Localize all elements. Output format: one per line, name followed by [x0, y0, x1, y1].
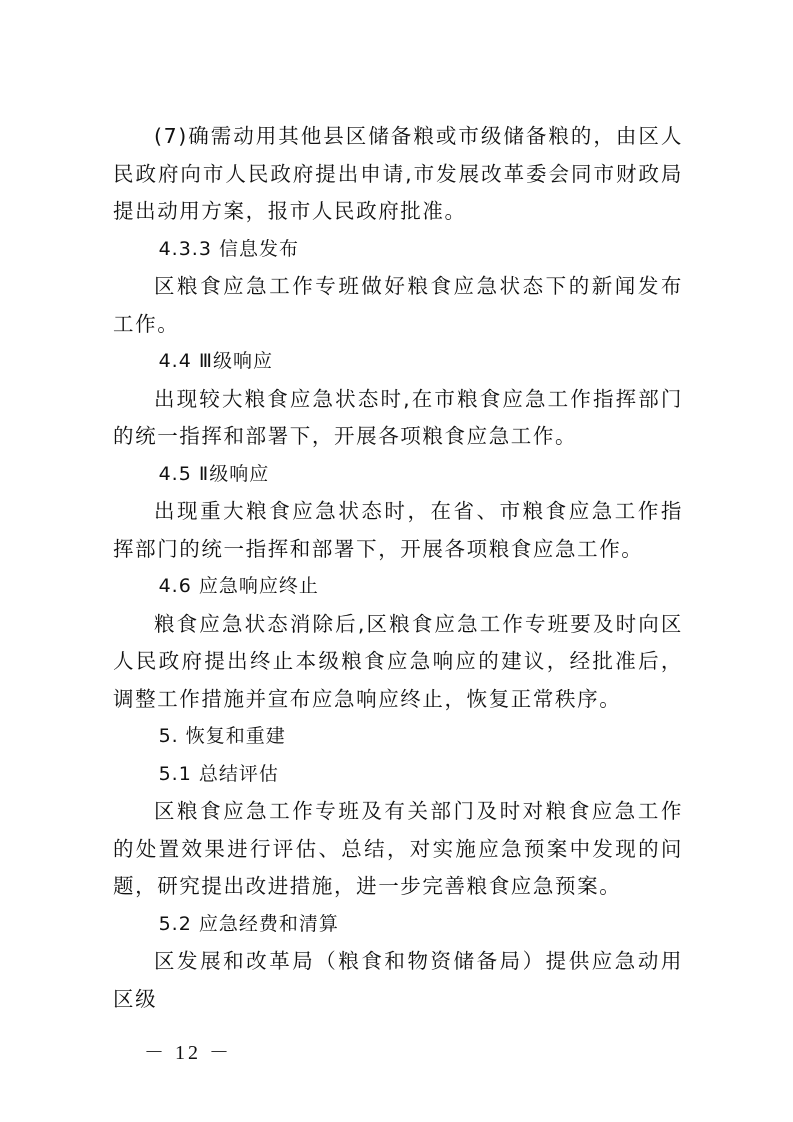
paragraph-funding: 区发展和改革局（粮食和物资储备局）提供应急动用区级 [113, 949, 683, 1011]
section-heading-4-5: 4.5 Ⅱ级响应 [158, 462, 270, 485]
section-heading-4-4: 4.4 Ⅲ级响应 [158, 350, 273, 372]
paragraph-level-2-response: 出现重大粮食应急状态时，在省、市粮食应急工作指挥部门的统一指挥和部署下，开展各项粮食应急工作。 [113, 499, 683, 561]
paragraph-evaluation: 区粮食应急工作专班及有关部门及时对粮食应急工作的处置效果进行评估、总结，对实施应急预案中发现的问题，研究提出改进措施，进一步完善粮食应急预案。 [113, 799, 683, 898]
page-number: － 12 － [144, 1042, 232, 1064]
paragraph-info-release: 区粮食应急工作专班做好粮食应急状态下的新闻发布工作。 [113, 274, 683, 336]
section-heading-5-1: 5.1 总结评估 [158, 762, 279, 785]
section-heading-5: 5. 恢复和重建 [158, 725, 286, 747]
paragraph-level-3-response: 出现较大粮食应急状态时,在市粮食应急工作指挥部门的统一指挥和部署下，开展各项粮食应急工作。 [113, 386, 683, 448]
paragraph-dispatch-reserve: (7)确需动用其他县区储备粮或市级储备粮的，由区人民政府向市人民政府提出申请,市发展改革委会同市财政局提出动用方案，报市人民政府批准。 [113, 124, 683, 223]
document-body [113, 118, 683, 1018]
section-heading-4-3-3: 4.3.3 信息发布 [158, 237, 299, 260]
paragraph-response-termination: 粮食应急状态消除后,区粮食应急工作专班要及时向区人民政府提出终止本级粮食应急响应的建议，经批准后，调整工作措施并宣布应急响应终止，恢复正常秩序。 [113, 611, 683, 711]
section-heading-4-6: 4.6 应急响应终止 [158, 575, 319, 597]
section-heading-5-2: 5.2 应急经费和清算 [158, 912, 339, 935]
